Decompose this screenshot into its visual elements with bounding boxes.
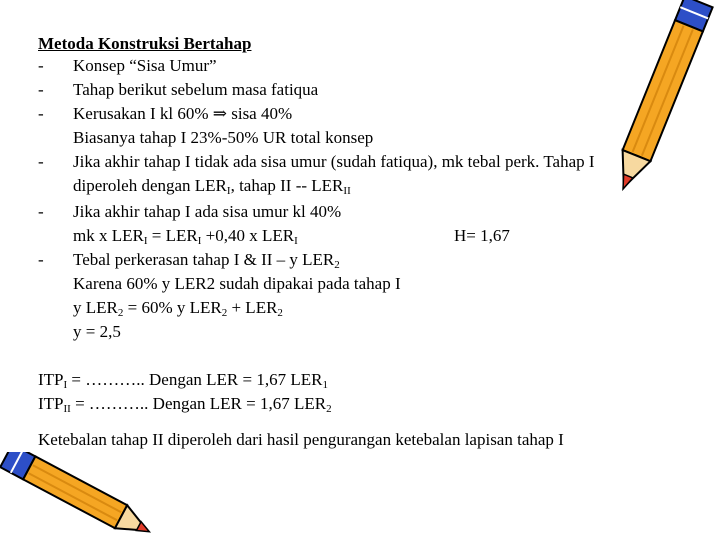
subscript: I: [226, 185, 231, 197]
text-segment: ITP: [38, 370, 64, 389]
text-biasanya: Biasanya tahap I 23%-50% UR total konsep: [73, 128, 374, 147]
subscript: 1: [322, 379, 328, 391]
bullet-text-jika-akhir-2: Jika akhir tahap I ada sisa umur kl 40%: [73, 202, 342, 221]
bullet-marker: -: [38, 80, 44, 99]
text-y-value: y = 2,5: [73, 322, 121, 341]
text-segment: , tahap II -- LER: [230, 176, 344, 195]
text-itp-1: [38, 370, 328, 390]
h-value: H= 1,67: [454, 226, 510, 245]
bullet-marker: -: [38, 104, 44, 123]
text-itp-2: [38, 394, 332, 414]
subscript: I: [143, 235, 148, 247]
text-segment: Tebal perkerasan tahap I & II – y LER: [73, 250, 335, 269]
text-karena: Karena 60% y LER2 sudah dipakai pada tahap I: [73, 274, 401, 293]
text-segment: = ……….. Dengan LER = 1,67 LER: [70, 394, 327, 413]
text-segment: ITP: [38, 394, 64, 413]
subscript: I: [294, 235, 298, 247]
subscript: 2: [326, 403, 332, 415]
pencil-body: [623, 20, 703, 161]
text-segment: = ……….. Dengan LER = 1,67 LER: [67, 370, 323, 389]
text-segment: = 60% y LER: [123, 298, 222, 317]
pencil-tip: [618, 174, 633, 191]
subscript: 2: [334, 259, 340, 271]
bullet-marker: -: [38, 202, 44, 221]
subscript: 2: [221, 307, 228, 319]
pencil-icon: [598, 0, 720, 200]
bullet-text-tahap-berikut: Tahap berikut sebelum masa fatiqua: [73, 80, 319, 99]
text-diperoleh-ler: [73, 176, 351, 196]
bullet-marker: -: [38, 56, 44, 75]
bullet-marker: -: [38, 250, 44, 269]
subscript: II: [343, 185, 351, 197]
subscript: 2: [117, 307, 124, 319]
bullet-text-tebal-perkerasan: [73, 250, 340, 270]
text-mk-ler-equation: [73, 226, 298, 246]
text-segment: +0,40 x LER: [201, 226, 295, 245]
bullet-text-kerusakan: Kerusakan I kl 60% ⇒ sisa 40%: [73, 104, 293, 123]
text-segment: mk x LER: [73, 226, 144, 245]
text-y-ler-equation: [73, 298, 283, 318]
subscript: II: [63, 403, 71, 415]
text-segment: = LER: [147, 226, 198, 245]
pencil-icon: [0, 452, 160, 540]
bullet-marker: -: [38, 152, 44, 171]
bullet-text-jika-akhir-1: Jika akhir tahap I tidak ada sisa umur (sudah fatiqua), mk tebal perk. Tahap I: [73, 152, 595, 171]
subscript: 2: [277, 307, 283, 319]
text-segment: + LER: [227, 298, 278, 317]
text-segment: y LER: [73, 298, 118, 317]
bullet-text-konsep: Konsep “Sisa Umur”: [73, 56, 217, 75]
slide-title: Metoda Konstruksi Bertahap: [38, 34, 252, 53]
subscript: I: [63, 379, 68, 391]
subscript: I: [197, 235, 202, 247]
text-segment: diperoleh dengan LER: [73, 176, 227, 195]
text-ketebalan: Ketebalan tahap II diperoleh dari hasil pengurangan ketebalan lapisan tahap I: [38, 430, 564, 449]
